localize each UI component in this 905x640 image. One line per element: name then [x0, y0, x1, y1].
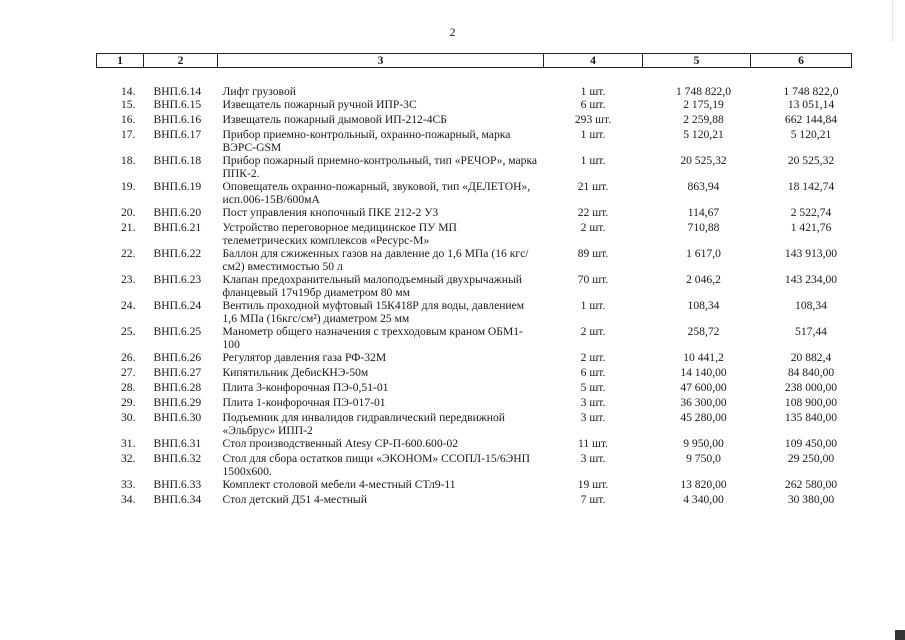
row-number: 23. — [121, 273, 136, 286]
item-code: ВНП.6.23 — [153, 273, 202, 286]
item-total: 662 144,84 — [784, 113, 838, 126]
item-unit-price: 9 750,0 — [686, 452, 721, 465]
table-row — [97, 299, 852, 325]
item-unit-price: 20 525,32 — [680, 154, 727, 167]
item-total: 84 840,00 — [787, 366, 835, 379]
item-name: Извещатель пожарный ручной ИПР-3С — [222, 98, 417, 111]
item-code: ВНП.6.22 — [153, 247, 202, 260]
item-quantity: 11 шт. — [577, 437, 609, 450]
item-code: ВНП.6.15 — [153, 98, 202, 111]
scan-edge-mark — [892, 0, 905, 42]
item-code: ВНП.6.33 — [153, 478, 202, 491]
item-total: 143 913,00 — [784, 247, 838, 260]
table-row — [97, 206, 852, 221]
row-number: 14. — [121, 85, 136, 98]
item-name: Манометр общего назначения с трехходовым краном ОБМ1-100 — [222, 325, 523, 351]
item-code: ВНП.6.20 — [153, 206, 202, 219]
item-total: 238 000,00 — [784, 381, 838, 394]
item-name: Комплект столовой мебели 4-местный СТл9-11 — [222, 478, 456, 491]
item-quantity: 89 шт. — [577, 247, 609, 260]
row-number: 18. — [121, 154, 136, 167]
item-total: 108 900,00 — [784, 396, 838, 409]
item-code: ВНП.6.14 — [153, 85, 202, 98]
item-name: Оповещатель охранно-пожарный, звуковой, тип «ДЕЛЕТОН», исп.006-15В/600мА — [222, 180, 531, 206]
row-number: 27. — [121, 366, 136, 379]
item-unit-price: 2 046,2 — [686, 273, 721, 286]
item-quantity: 21 шт. — [577, 180, 609, 193]
header-col-6: 6 — [751, 54, 852, 68]
item-unit-price: 13 820,00 — [680, 478, 727, 491]
table-row — [97, 478, 852, 493]
item-quantity: 2 шт. — [580, 221, 606, 234]
item-unit-price: 258,72 — [687, 325, 720, 338]
header-col-2: 2 — [144, 54, 218, 68]
item-unit-price: 710,88 — [687, 221, 720, 234]
item-code: ВНП.6.29 — [153, 396, 202, 409]
item-total: 20 525,32 — [787, 154, 835, 167]
item-unit-price: 10 441,2 — [683, 351, 724, 364]
item-name: Кипятильник ДебисКНЭ-50м — [222, 366, 369, 379]
item-code: ВНП.6.25 — [153, 325, 202, 338]
item-unit-price: 14 140,00 — [680, 366, 727, 379]
row-number: 19. — [121, 180, 136, 193]
item-code: ВНП.6.16 — [153, 113, 202, 126]
header-col-4: 4 — [544, 54, 643, 68]
item-quantity: 1 шт. — [580, 299, 606, 312]
row-number: 15. — [121, 98, 136, 111]
item-name: Вентиль проходной муфтовый 15К418Р для воды, давлением 1,6 МПа (16кгс/см²) диаметром 25 мм — [222, 299, 525, 325]
table-row — [97, 351, 852, 366]
table-header — [97, 54, 852, 68]
item-code: ВНП.6.19 — [153, 180, 202, 193]
item-name: Устройство переговорное медицинское ПУ МП телеметрических комплексов «Ресурс-М» — [222, 221, 457, 247]
equipment-table — [96, 53, 852, 508]
item-total: 29 250,00 — [787, 452, 835, 465]
page-number: 2 — [449, 25, 456, 39]
row-number: 21. — [121, 221, 136, 234]
scan-corner-mark — [895, 630, 905, 640]
item-name: Пост управления кнопочный ПКЕ 212-2 У3 — [222, 206, 439, 219]
item-code: ВНП.6.17 — [153, 128, 202, 141]
item-quantity: 1 шт. — [580, 154, 606, 167]
row-number: 34. — [121, 493, 136, 506]
item-code: ВНП.6.32 — [153, 452, 202, 465]
item-total: 5 120,21 — [790, 128, 832, 141]
row-number: 22. — [121, 247, 136, 260]
item-name: Прибор приемно-контрольный, охранно-пожарный, марка ВЭРС-GSM — [222, 128, 511, 154]
item-total: 13 051,14 — [787, 98, 835, 111]
item-code: ВНП.6.24 — [153, 299, 202, 312]
item-total: 143 234,00 — [784, 273, 838, 286]
item-quantity: 2 шт. — [580, 351, 606, 364]
table-row — [97, 113, 852, 128]
header-col-3: 3 — [218, 54, 544, 68]
row-number: 26. — [121, 351, 136, 364]
item-total: 1 748 822,0 — [783, 85, 839, 98]
item-name: Регулятор давления газа РФ-32М — [222, 351, 387, 364]
item-code: ВНП.6.28 — [153, 381, 202, 394]
table-row — [97, 68, 852, 99]
item-code: ВНП.6.31 — [153, 437, 202, 450]
row-number: 28. — [121, 381, 136, 394]
item-unit-price: 2 259,88 — [683, 113, 724, 126]
row-number: 29. — [121, 396, 136, 409]
item-quantity: 293 шт. — [574, 113, 612, 126]
item-total: 262 580,00 — [784, 478, 838, 491]
table-row — [97, 411, 852, 437]
table-row — [97, 437, 852, 452]
item-unit-price: 1 617,0 — [686, 247, 721, 260]
table-row — [97, 128, 852, 154]
table-body — [97, 68, 852, 509]
header-col-1: 1 — [97, 54, 144, 68]
item-code: ВНП.6.18 — [153, 154, 202, 167]
item-quantity: 3 шт. — [580, 396, 606, 409]
item-code: ВНП.6.34 — [153, 493, 202, 506]
table-row — [97, 247, 852, 273]
table-row — [97, 154, 852, 180]
item-total: 108,34 — [795, 299, 827, 312]
table-row — [97, 98, 852, 113]
row-number: 32. — [121, 452, 136, 465]
item-quantity: 2 шт. — [580, 325, 606, 338]
item-unit-price: 108,34 — [687, 299, 720, 312]
item-name: Стол детский Д51 4-местный — [222, 493, 367, 506]
row-number: 20. — [121, 206, 136, 219]
row-number: 17. — [121, 128, 136, 141]
row-number: 33. — [121, 478, 136, 491]
item-name: Баллон для сжиженных газов на давление до 1,6 МПа (16 кгс/см2) вместимостью 50 л — [222, 247, 529, 273]
item-unit-price: 5 120,21 — [683, 128, 724, 141]
item-total: 18 142,74 — [787, 180, 835, 193]
item-total: 20 882,4 — [790, 351, 832, 364]
item-quantity: 6 шт. — [580, 98, 606, 111]
table-row — [97, 452, 852, 478]
item-code: ВНП.6.21 — [153, 221, 202, 234]
item-name: Извещатель пожарный дымовой ИП-212-4СБ — [222, 113, 447, 126]
item-quantity: 70 шт. — [577, 273, 609, 286]
table-row — [97, 273, 852, 299]
header-col-5: 5 — [643, 54, 751, 68]
item-unit-price: 45 280,00 — [680, 411, 727, 424]
table-row — [97, 221, 852, 247]
item-unit-price: 114,67 — [687, 206, 720, 219]
item-code: ВНП.6.26 — [153, 351, 202, 364]
item-total: 2 522,74 — [790, 206, 832, 219]
item-quantity: 1 шт. — [580, 128, 606, 141]
item-quantity: 19 шт. — [577, 478, 609, 491]
item-unit-price: 1 748 822,0 — [675, 85, 732, 98]
item-unit-price: 4 340,00 — [683, 493, 724, 506]
item-total: 135 840,00 — [784, 411, 838, 424]
row-number: 30. — [121, 411, 136, 424]
table-row — [97, 366, 852, 381]
item-name: Плита 1-конфорочная ПЭ-017-01 — [222, 396, 386, 409]
table-row — [97, 381, 852, 396]
item-quantity: 7 шт. — [580, 493, 606, 506]
row-number: 31. — [121, 437, 136, 450]
item-quantity: 3 шт. — [580, 452, 606, 465]
item-name: Клапан предохранительный малоподъемный двухрычажный фланцевый 17ч19бр диаметром 80 мм — [222, 273, 522, 299]
item-total: 517,44 — [795, 325, 827, 338]
item-name: Прибор пожарный приемно-контрольный, тип «РЕЧОР», марка ППК-2. — [222, 154, 538, 180]
item-name: Лифт грузовой — [222, 85, 296, 98]
item-quantity: 3 шт. — [580, 411, 606, 424]
item-name: Стол производственный Atesy СР-П-600.600-02 — [222, 437, 459, 450]
item-code: ВНП.6.27 — [153, 366, 202, 379]
item-unit-price: 9 950,00 — [683, 437, 724, 450]
item-quantity: 22 шт. — [577, 206, 609, 219]
table-row — [97, 493, 852, 508]
row-number: 24. — [121, 299, 136, 312]
item-total: 109 450,00 — [784, 437, 838, 450]
item-total: 1 421,76 — [790, 221, 832, 234]
item-quantity: 1 шт. — [580, 85, 606, 98]
item-name: Стол для сбора остатков пищи «ЭКОНОМ» ССОПЛ-15/6ЭНП 1500х600. — [222, 452, 531, 478]
row-number: 16. — [121, 113, 136, 126]
item-unit-price: 2 175,19 — [683, 98, 724, 111]
item-name: Плита 3-конфорочная ПЭ-0,51-01 — [222, 381, 389, 394]
item-code: ВНП.6.30 — [153, 411, 202, 424]
item-unit-price: 863,94 — [687, 180, 720, 193]
item-total: 30 380,00 — [787, 493, 835, 506]
item-quantity: 6 шт. — [580, 366, 606, 379]
table-row — [97, 396, 852, 411]
item-unit-price: 47 600,00 — [680, 381, 727, 394]
row-number: 25. — [121, 325, 136, 338]
table-row — [97, 325, 852, 351]
table-row — [97, 180, 852, 206]
item-unit-price: 36 300,00 — [680, 396, 727, 409]
item-quantity: 5 шт. — [580, 381, 606, 394]
item-name: Подъемник для инвалидов гидравлический передвижной «Эльбрус» ИПП-2 — [222, 411, 506, 437]
